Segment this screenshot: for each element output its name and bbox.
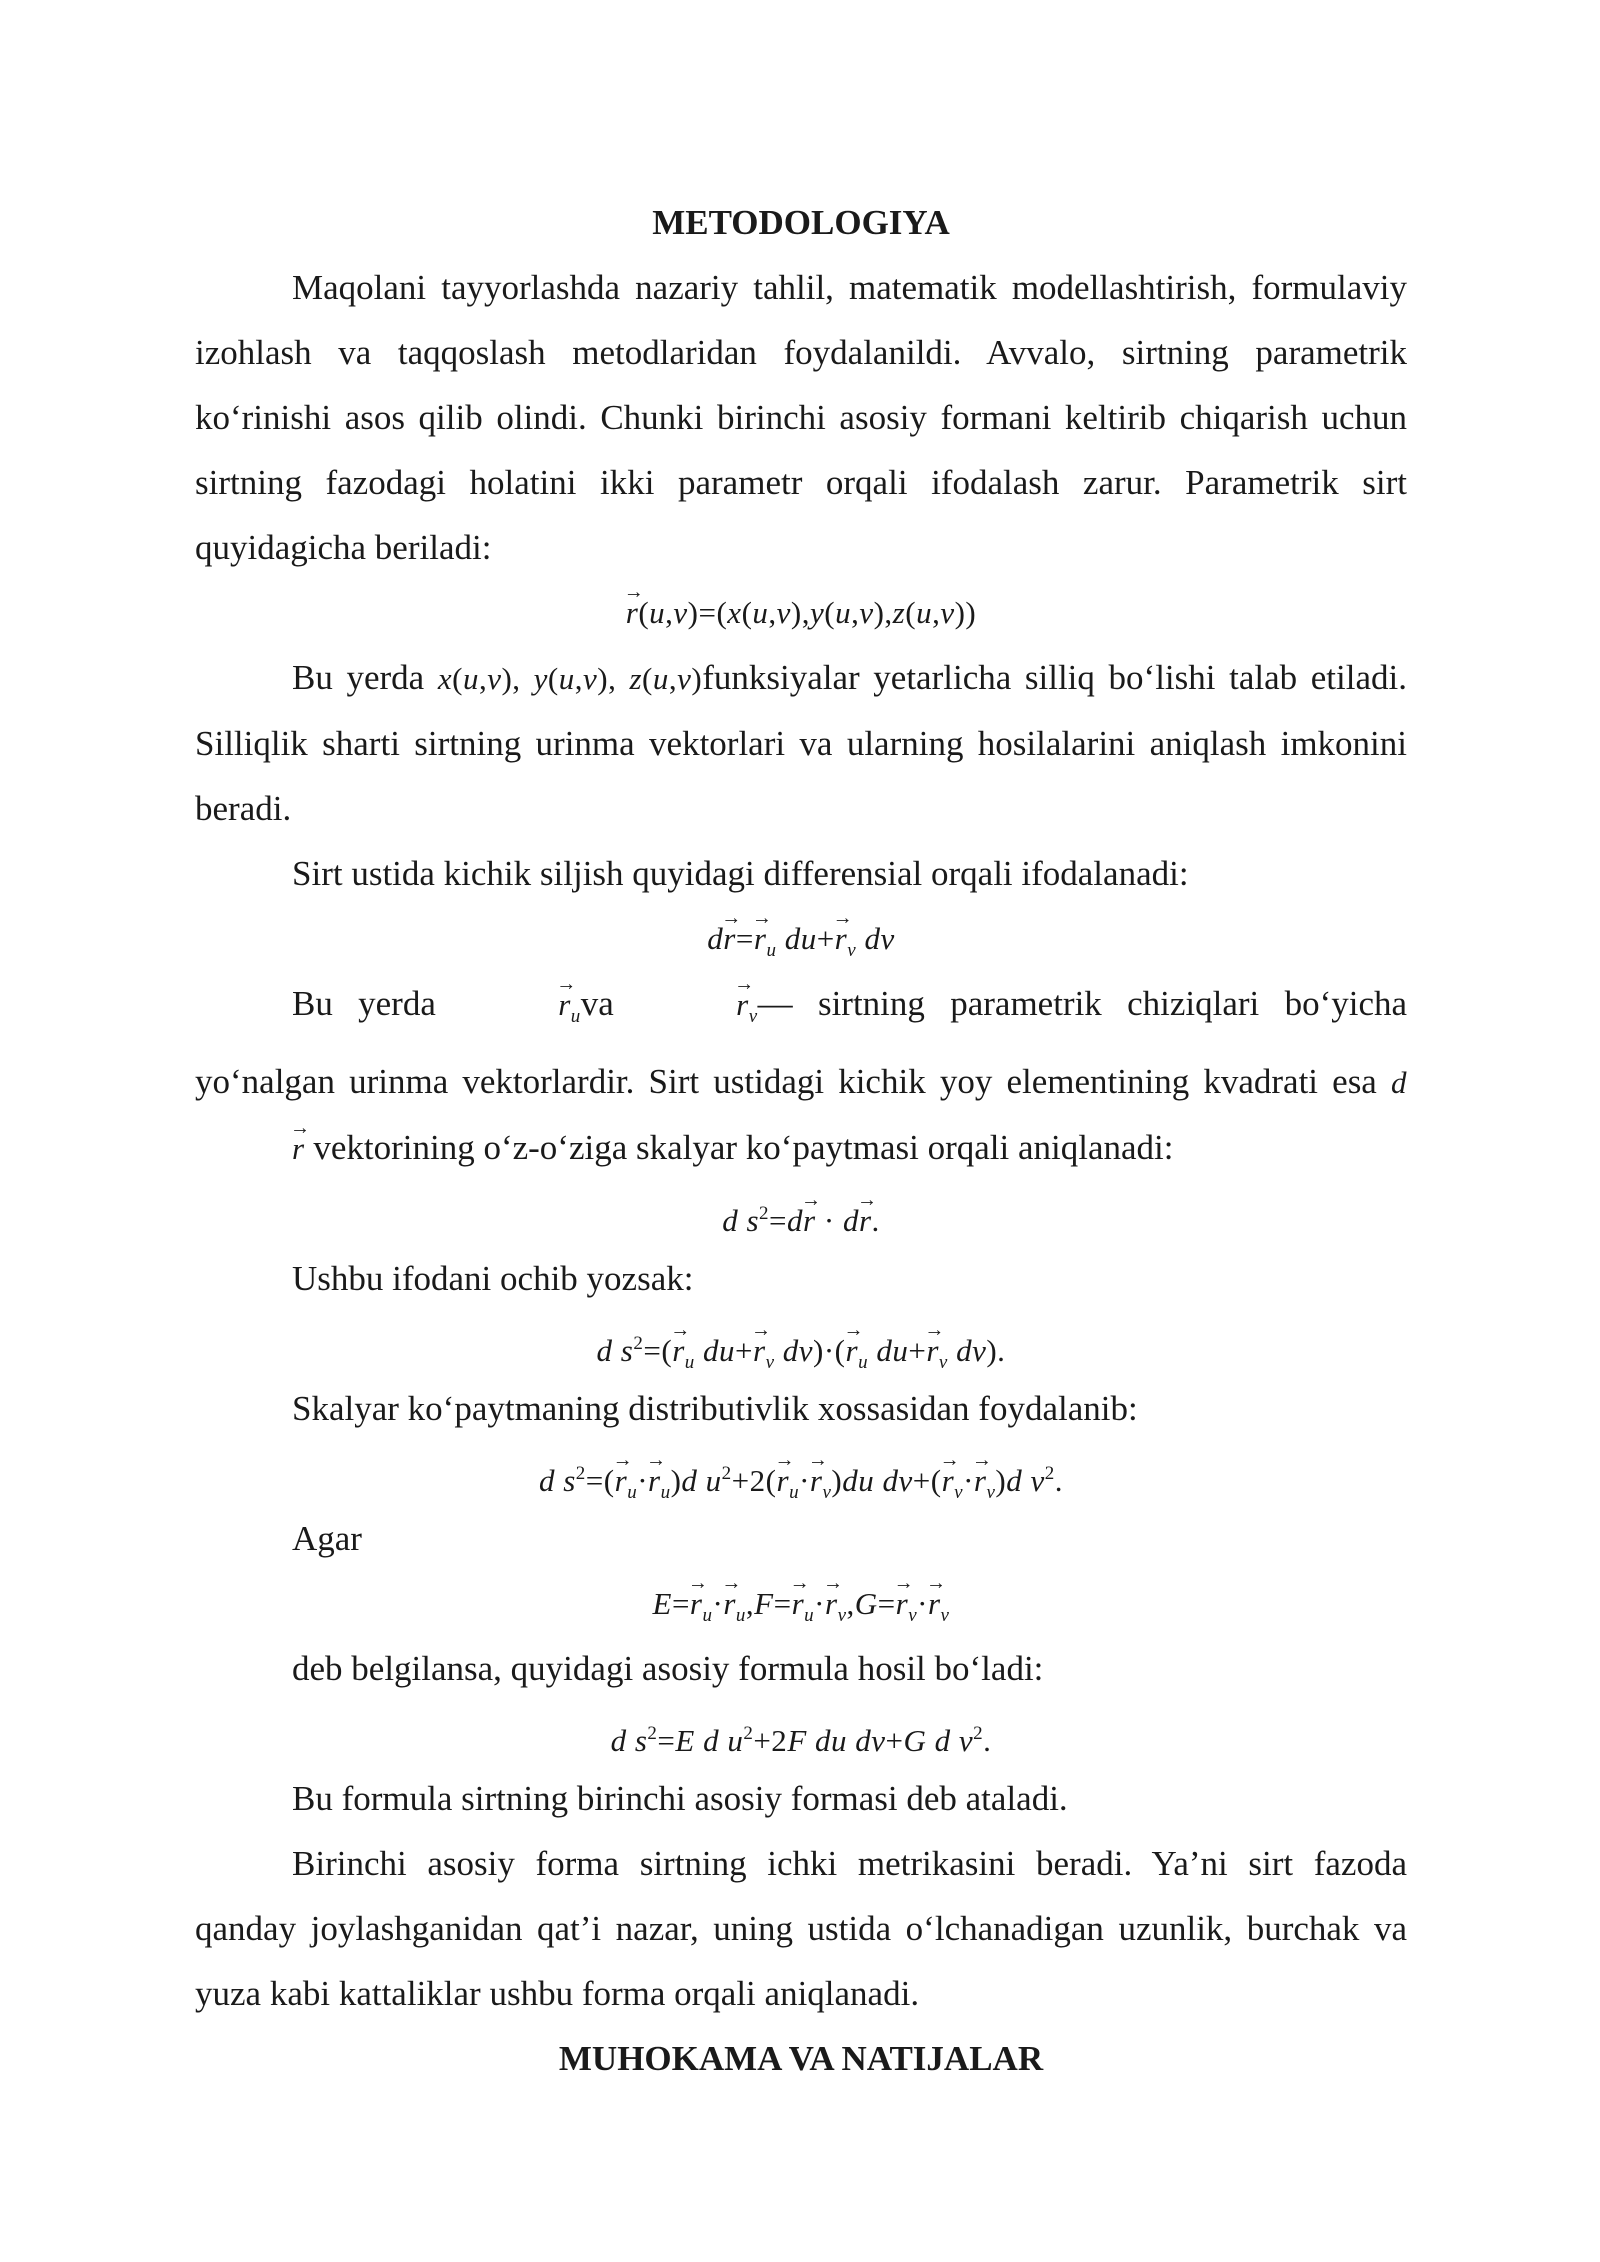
paragraph-smoothness-text: funksiyalar yetarlicha silliq bo‘lishi talab etiladi. Silliqlik sharti sirtning urinma vektorlari va ularning hosilalarini aniqlash imkonini beradi. bbox=[195, 658, 1407, 828]
inline-math-coordinate-functions: x(u,v), y(u,v), z(u,v) bbox=[437, 661, 703, 696]
equation-distributive: d $s^2=(\to r_u\cdot\to r_u)d$ $u^2+2(\to r_u\cdot\to r_v)du$ $dv+(\to r_v\cdot\to r_v)d$ $v^2$. bbox=[195, 1441, 1407, 1506]
section-heading-methodology: METODOLOGIYA bbox=[652, 203, 950, 242]
paragraph-tangent-va: va bbox=[580, 984, 614, 1023]
paragraph-tangent-end: vektorining o‘z-o‘ziga skalyar ko‘paytmasi orqali aniqlanadi: bbox=[313, 1128, 1174, 1167]
paragraph-tangent-lead: Bu yerda bbox=[292, 984, 436, 1023]
equation-coefficients: $E=\to r_u\cdot\to r_u,F=\to r_u\cdot\to r_v,G=\to r_v\cdot\to r_v$ bbox=[195, 1571, 1407, 1636]
equation-differential: $d\to r=\to r_u$ $du+\to r_v$ dv bbox=[195, 906, 1407, 971]
section-heading-discussion: MUHOKAMA VA NATIJALAR bbox=[558, 2039, 1044, 2078]
paragraph-expand: Ushbu ifodani ochib yozsak: bbox=[292, 1259, 694, 1298]
document-page bbox=[195, 190, 1407, 2091]
equation-expanded-product: d $s^2=(\to r_u$ $du+\to r_v$ $dv)\cdot(\to r_u$ $du+\to r_v$ dv). bbox=[195, 1311, 1407, 1376]
equation-arc-element: d $s^2=d\to r \cdot d\to r$. bbox=[195, 1181, 1407, 1246]
paragraph-intro: Maqolani tayyorlashda nazariy tahlil, matematik modellashtirish, formulaviy izohlash va taqqoslash metodlaridan foydalanildi. Avvalo, sirtning parametrik ko‘rinishi asos qilib olindi. Chunki birinchi asosiy formani keltirib chiqarish uchun sirtning fazodagi holatini ikki parametr orqali ifodalash zarur. Parametrik sirt quyidagicha beriladi: bbox=[195, 268, 1407, 567]
paragraph-intrinsic-metric: Birinchi asosiy forma sirtning ichki metrikasini beradi. Ya’ni sirt fazoda qanday joylashganidan qat’i nazar, uning ustida o‘lchanadigan uzunlik, burchak va yuza kabi kattaliklar ushbu forma orqali aniqlanadi. bbox=[195, 1844, 1407, 2013]
paragraph-distributive: Skalyar ko‘paytmaning distributivlik xossasidan foydalanib: bbox=[292, 1389, 1138, 1428]
paragraph-notation: deb belgilansa, quyidagi asosiy formula hosil bo‘ladi: bbox=[292, 1649, 1044, 1688]
paragraph-tangent-vectors bbox=[195, 971, 1407, 1181]
paragraph-definition: Bu formula sirtning birinchi asosiy formasi deb ataladi. bbox=[292, 1779, 1068, 1818]
inline-math-rv: → $r_v$ bbox=[639, 987, 758, 1022]
inline-math-ru: → $r_u$ bbox=[461, 987, 581, 1022]
paragraph-differential: Sirt ustida kichik siljish quyidagi differensial orqali ifodalanadi: bbox=[292, 854, 1189, 893]
paragraph-smoothness-lead: Bu yerda bbox=[292, 658, 425, 697]
equation-first-fundamental-form: d $s^2=E$ d $u^2+2F$ du dv+G d $v^2$. bbox=[610, 1723, 992, 1758]
equation-parametric-surface: → r(u,v)=(x(u,v),y(u,v),z(u,v)) bbox=[195, 580, 1407, 645]
paragraph-agar: Agar bbox=[292, 1519, 362, 1558]
inline-math-dr: d→ r bbox=[195, 1065, 1407, 1166]
paragraph-tangent-text: — sirtning parametrik chiziqlari bo‘yicha yo‘nalgan urinma vektorlardir. Sirt ustidagi kichik yoy elementining kvadrati esa bbox=[195, 984, 1408, 1101]
paragraph-smoothness bbox=[195, 645, 1407, 841]
